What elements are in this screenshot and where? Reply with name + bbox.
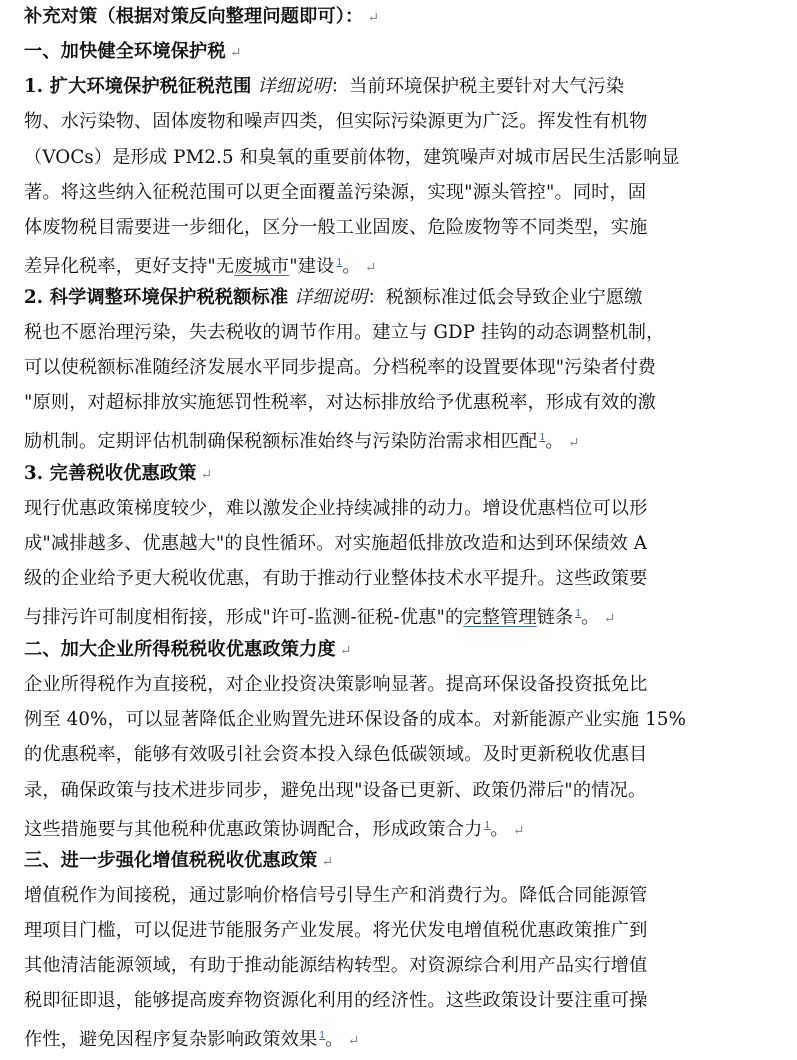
- item-3-line-3: 级的企业给予更大税收优惠，有助于推动行业整体技术水平提升。这些政策要: [24, 568, 648, 589]
- section-3-title: [24, 849, 333, 874]
- section-1-title-text: 一、加快健全环境保护税: [24, 41, 226, 62]
- footnote-ref[interactable]: 1: [575, 609, 582, 619]
- paragraph-mark: ↵: [229, 45, 242, 61]
- section-2-title: [24, 638, 352, 663]
- item-1-title: 1. 扩大环境保护税征税范围: [24, 76, 252, 97]
- item-2-text: ：税额标准过低会导致企业宁愿缴: [367, 287, 643, 308]
- item-1-last-text: 差异化税率，更好支持"无: [24, 256, 235, 278]
- paragraph-mark: ↵: [347, 1033, 360, 1050]
- item-2-line-2: 税也不愿治理污染，失去税收的调节作用。建立与 GDP 挂钩的动态调整机制，: [24, 322, 665, 343]
- paragraph-mark: ↵: [364, 260, 377, 277]
- section-2-line-1: 企业所得税作为直接税，对企业投资决策影响显著。提高环保设备投资抵免比: [24, 674, 648, 695]
- section-3-line-4: 税即征即退，能够提高废弃物资源化利用的经济性。这些政策设计要注重可操: [24, 990, 648, 1011]
- item-1-line-3: （VOCs）是形成 PM2.5 和臭氧的重要前体物，建筑噪声对城市居民生活影响显: [24, 147, 680, 168]
- section-2-line-4: 录，确保政策与技术进步同步，避免出现"设备已更新、政策仍滞后"的情况。: [24, 780, 647, 801]
- section-2-line-3: 的优惠税率，能够有效吸引社会资本投入绿色低碳领域。及时更新税收优惠目: [24, 744, 648, 765]
- item-2-last-text: 励机制。定期评估机制确保税额标准始终与污染防治需求相匹配: [24, 431, 538, 453]
- item-1-text: ：当前环境保护税主要针对大气污染: [330, 76, 625, 97]
- item-2-line-5: [24, 426, 580, 455]
- paragraph-mark: ↵: [200, 467, 213, 483]
- section-3-period: 。: [325, 1029, 344, 1051]
- item-3-last-text: 与排污许可制度相衔接，形成"许可-监测-征税-优惠"的: [24, 607, 464, 629]
- item-3-title-line: [24, 462, 212, 487]
- section-1-title: [24, 40, 242, 65]
- section-3-line-5: [24, 1024, 360, 1053]
- paragraph-mark: ↵: [567, 435, 580, 452]
- item-1-line-1: [24, 75, 624, 99]
- item-3-line-2: 成"减排越多、优惠越大"的良性循环。对实施超低排放改造和达到环保绩效 A: [24, 533, 648, 554]
- item-2-period: 。: [545, 431, 564, 453]
- paragraph-mark: ↵: [603, 611, 616, 628]
- paragraph-mark: ↵: [321, 854, 334, 870]
- item-3-line-1: 现行优惠政策梯度较少，难以激发企业持续减排的动力。增设优惠档位可以形: [24, 498, 648, 519]
- item-2-line-1: [24, 286, 643, 310]
- footnote-ref[interactable]: 1: [319, 1031, 326, 1041]
- item-1-line-6: [24, 251, 377, 280]
- item-3-line-4: [24, 602, 616, 631]
- footnote-ref[interactable]: 1: [336, 258, 343, 268]
- item-1-last-text-end: "建设: [289, 256, 335, 278]
- item-3-underlined-text: 完整管理: [463, 607, 537, 629]
- section-2-last-text: 这些措施要与其他税种优惠政策协调配合，形成政策合力: [24, 819, 483, 841]
- section-2-line-2: 例至 40%，可以显著降低企业购置先进环保设备的成本。对新能源产业实施 15%: [24, 709, 687, 730]
- section-3-line-1: 增值税作为间接税，通过影响价格信号引导生产和消费行为。降低合同能源管: [24, 885, 648, 906]
- item-1-period: 。: [342, 256, 361, 278]
- item-2-title: 2. 科学调整环境保护税税额标准: [24, 287, 289, 308]
- item-1-line-2: 物、水污染物、固体废物和噪声四类，但实际污染源更为广泛。挥发性有机物: [24, 111, 648, 132]
- item-2-line-3: 可以使税额标准随经济发展水平同步提高。分档税率的设置要体现"污染者付费: [24, 357, 656, 378]
- section-2-line-5: [24, 814, 525, 843]
- footnote-ref[interactable]: 1: [484, 821, 491, 831]
- document-heading: [24, 5, 379, 30]
- item-1-underlined-text: 废城市: [234, 256, 290, 278]
- item-1-line-4: 著。将这些纳入征税范围可以更全面覆盖污染源，实现"源头管控"。同时，固: [24, 182, 647, 203]
- item-3-title: 3. 完善税收优惠政策: [24, 463, 197, 484]
- section-2-title-text: 二、加大企业所得税税收优惠政策力度: [24, 639, 336, 660]
- section-3-line-3: 其他清洁能源领域，有助于推动能源结构转型。对资源综合利用产品实行增值: [24, 955, 648, 976]
- item-3-period: 。: [581, 607, 600, 629]
- item-1-label: 详细说明: [257, 76, 331, 97]
- section-2-period: 。: [490, 819, 509, 841]
- paragraph-mark: ↵: [339, 643, 352, 659]
- heading-text: 补充对策（根据对策反向整理问题即可）：: [24, 6, 364, 27]
- section-3-last-text: 作性，避免因程序复杂影响政策效果: [24, 1029, 318, 1051]
- section-3-line-2: 理项目门槛，可以促进节能服务产业发展。将光伏发电增值税优惠政策推广到: [24, 920, 648, 941]
- footnote-ref[interactable]: 1: [539, 433, 546, 443]
- item-1-line-5: 体废物税目需要进一步细化，区分一般工业固废、危险废物等不同类型，实施: [24, 217, 648, 238]
- item-3-last-text-end: 链条: [536, 607, 574, 629]
- section-3-title-text: 三、进一步强化增值税税收优惠政策: [24, 850, 318, 871]
- paragraph-mark: ↵: [367, 10, 380, 26]
- item-2-line-4: "原则，对超标排放实施惩罚性税率，对达标排放给予优惠税率，形成有效的激: [24, 392, 656, 413]
- item-2-label: 详细说明: [294, 287, 368, 308]
- paragraph-mark: ↵: [512, 823, 525, 840]
